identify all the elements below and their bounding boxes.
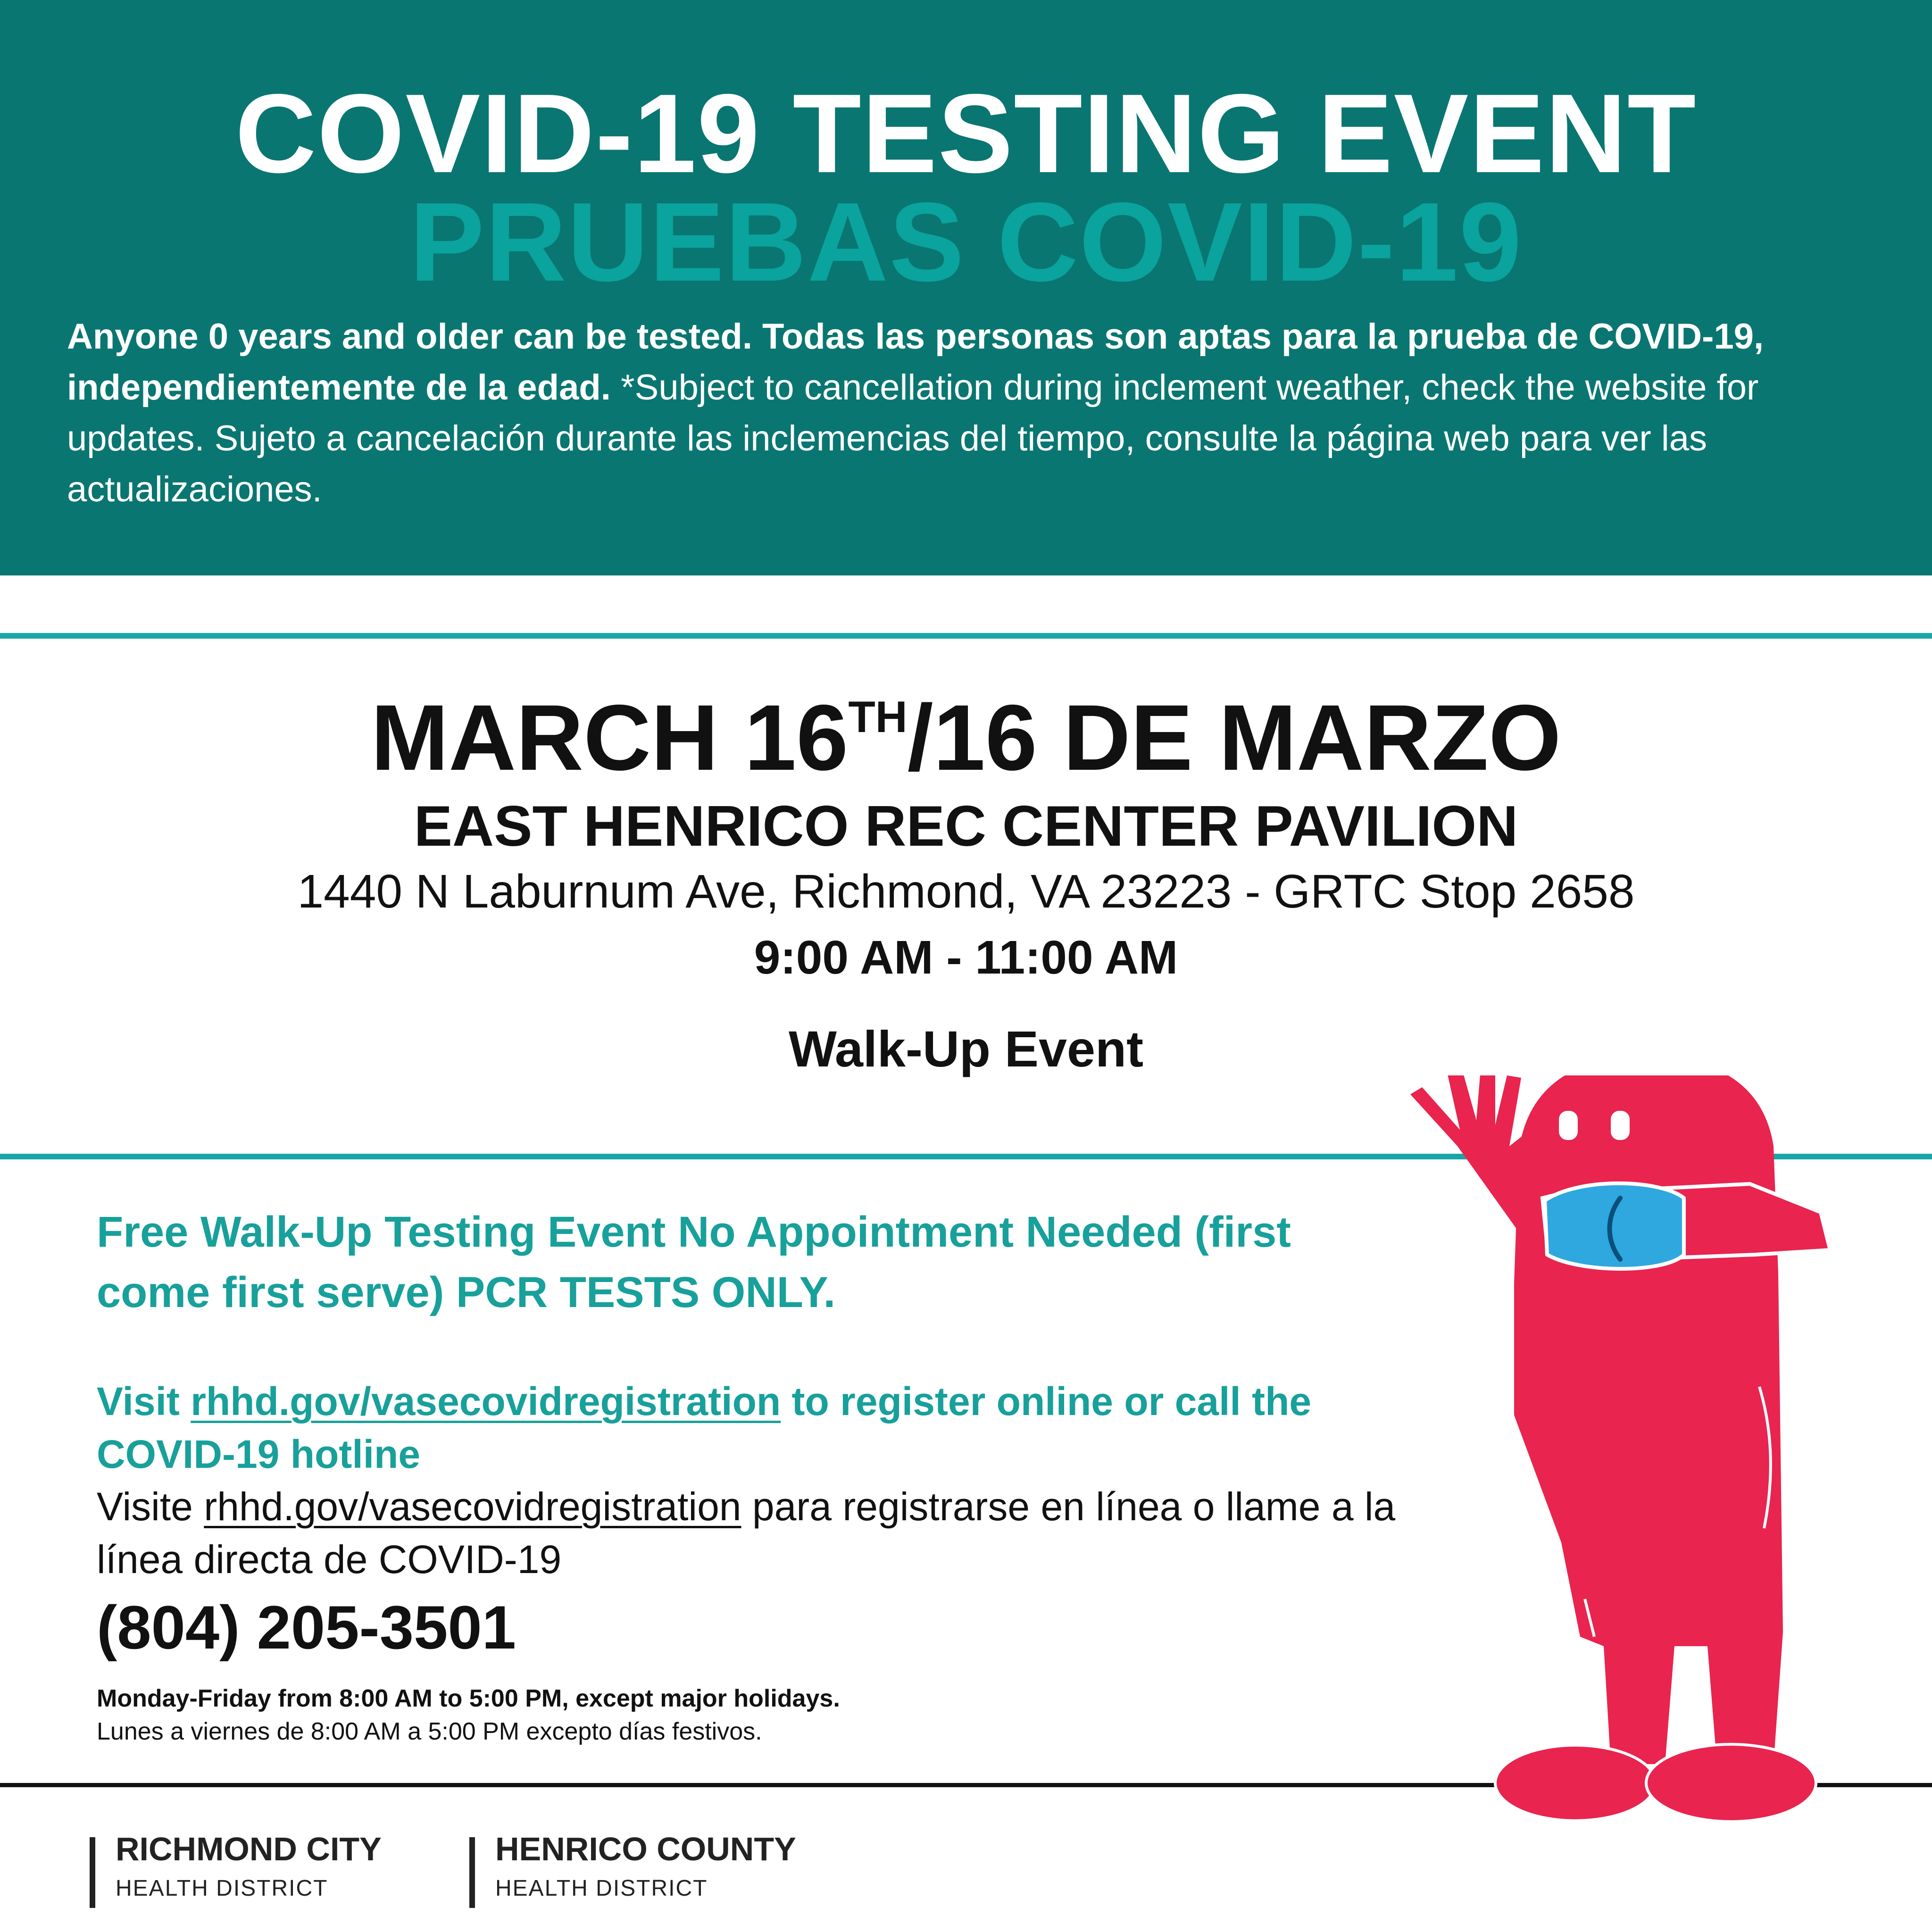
event-date-spanish: /16 DE MARZO: [907, 685, 1561, 790]
header-banner: [0, 0, 1932, 575]
weather-notice-text: *Subject to cancellation during inclement weather, check the website for updates. Sujeto a cancelación durante las inclemencias del tiempo, consulte la página web para ver las actualizaciones.: [67, 367, 1759, 509]
hotline-hours-spanish: Lunes a viernes de 8:00 AM a 5:00 PM excepto días festivos.: [97, 1718, 762, 1745]
event-date-day: MARCH 16: [371, 685, 849, 790]
logo-bar: [469, 1837, 475, 1908]
event-hours: 9:00 AM - 11:00 AM: [754, 931, 1178, 984]
event-address: 1440 N Laburnum Ave, Richmond, VA 23223 - GRTC Stop 2658: [297, 865, 1635, 918]
registration-instructions-en: [97, 1375, 1417, 1481]
registration-link-spanish[interactable]: rhhd.gov/vasecovidregistration: [204, 1484, 741, 1529]
eligibility-text: Anyone 0 years and older can be tested. Todas las personas son aptas para la prueba de COVID-19, independientemente de la edad.: [67, 316, 1764, 408]
free-testing-notice: Free Walk-Up Testing Event No Appointment Needed (first come first serve) PCR TESTS ONLY.: [97, 1208, 1291, 1316]
logo-name: HENRICO COUNTY: [495, 1831, 796, 1867]
visit-suffix: to register online or call the COVID-19 hotline: [97, 1379, 1312, 1476]
hotline-hours: Monday-Friday from 8:00 AM to 5:00 PM, except major holidays.: [97, 1685, 840, 1712]
visit-prefix: Visit: [97, 1379, 191, 1424]
logo-bar: [90, 1837, 95, 1908]
eligibility-notice: [67, 311, 1874, 515]
visit-suffix-spanish: para registrarse en línea o llame a la línea directa de COVID-19: [97, 1484, 1396, 1582]
registration-instructions-es: [97, 1480, 1417, 1586]
event-venue: EAST HENRICO REC CENTER PAVILION: [414, 794, 1518, 858]
visit-prefix-spanish: Visite: [97, 1484, 204, 1529]
page-title: COVID-19 TESTING EVENT: [235, 71, 1697, 196]
divider: [0, 633, 1932, 639]
hotline-phone-number[interactable]: (804) 205-3501: [97, 1593, 516, 1662]
page-title-spanish: PRUEBAS COVID-19: [409, 180, 1523, 305]
waving-masked-figure-icon: [1358, 1075, 1932, 1840]
logo-name: RICHMOND CITY: [116, 1831, 382, 1867]
event-date: [0, 685, 1932, 790]
registration-link[interactable]: rhhd.gov/vasecovidregistration: [191, 1379, 781, 1424]
logo-subtitle: HEALTH DISTRICT: [116, 1876, 328, 1901]
event-date-ordinal: TH: [848, 692, 908, 741]
logo-subtitle: HEALTH DISTRICT: [495, 1876, 708, 1901]
event-type: Walk-Up Event: [788, 1020, 1144, 1077]
